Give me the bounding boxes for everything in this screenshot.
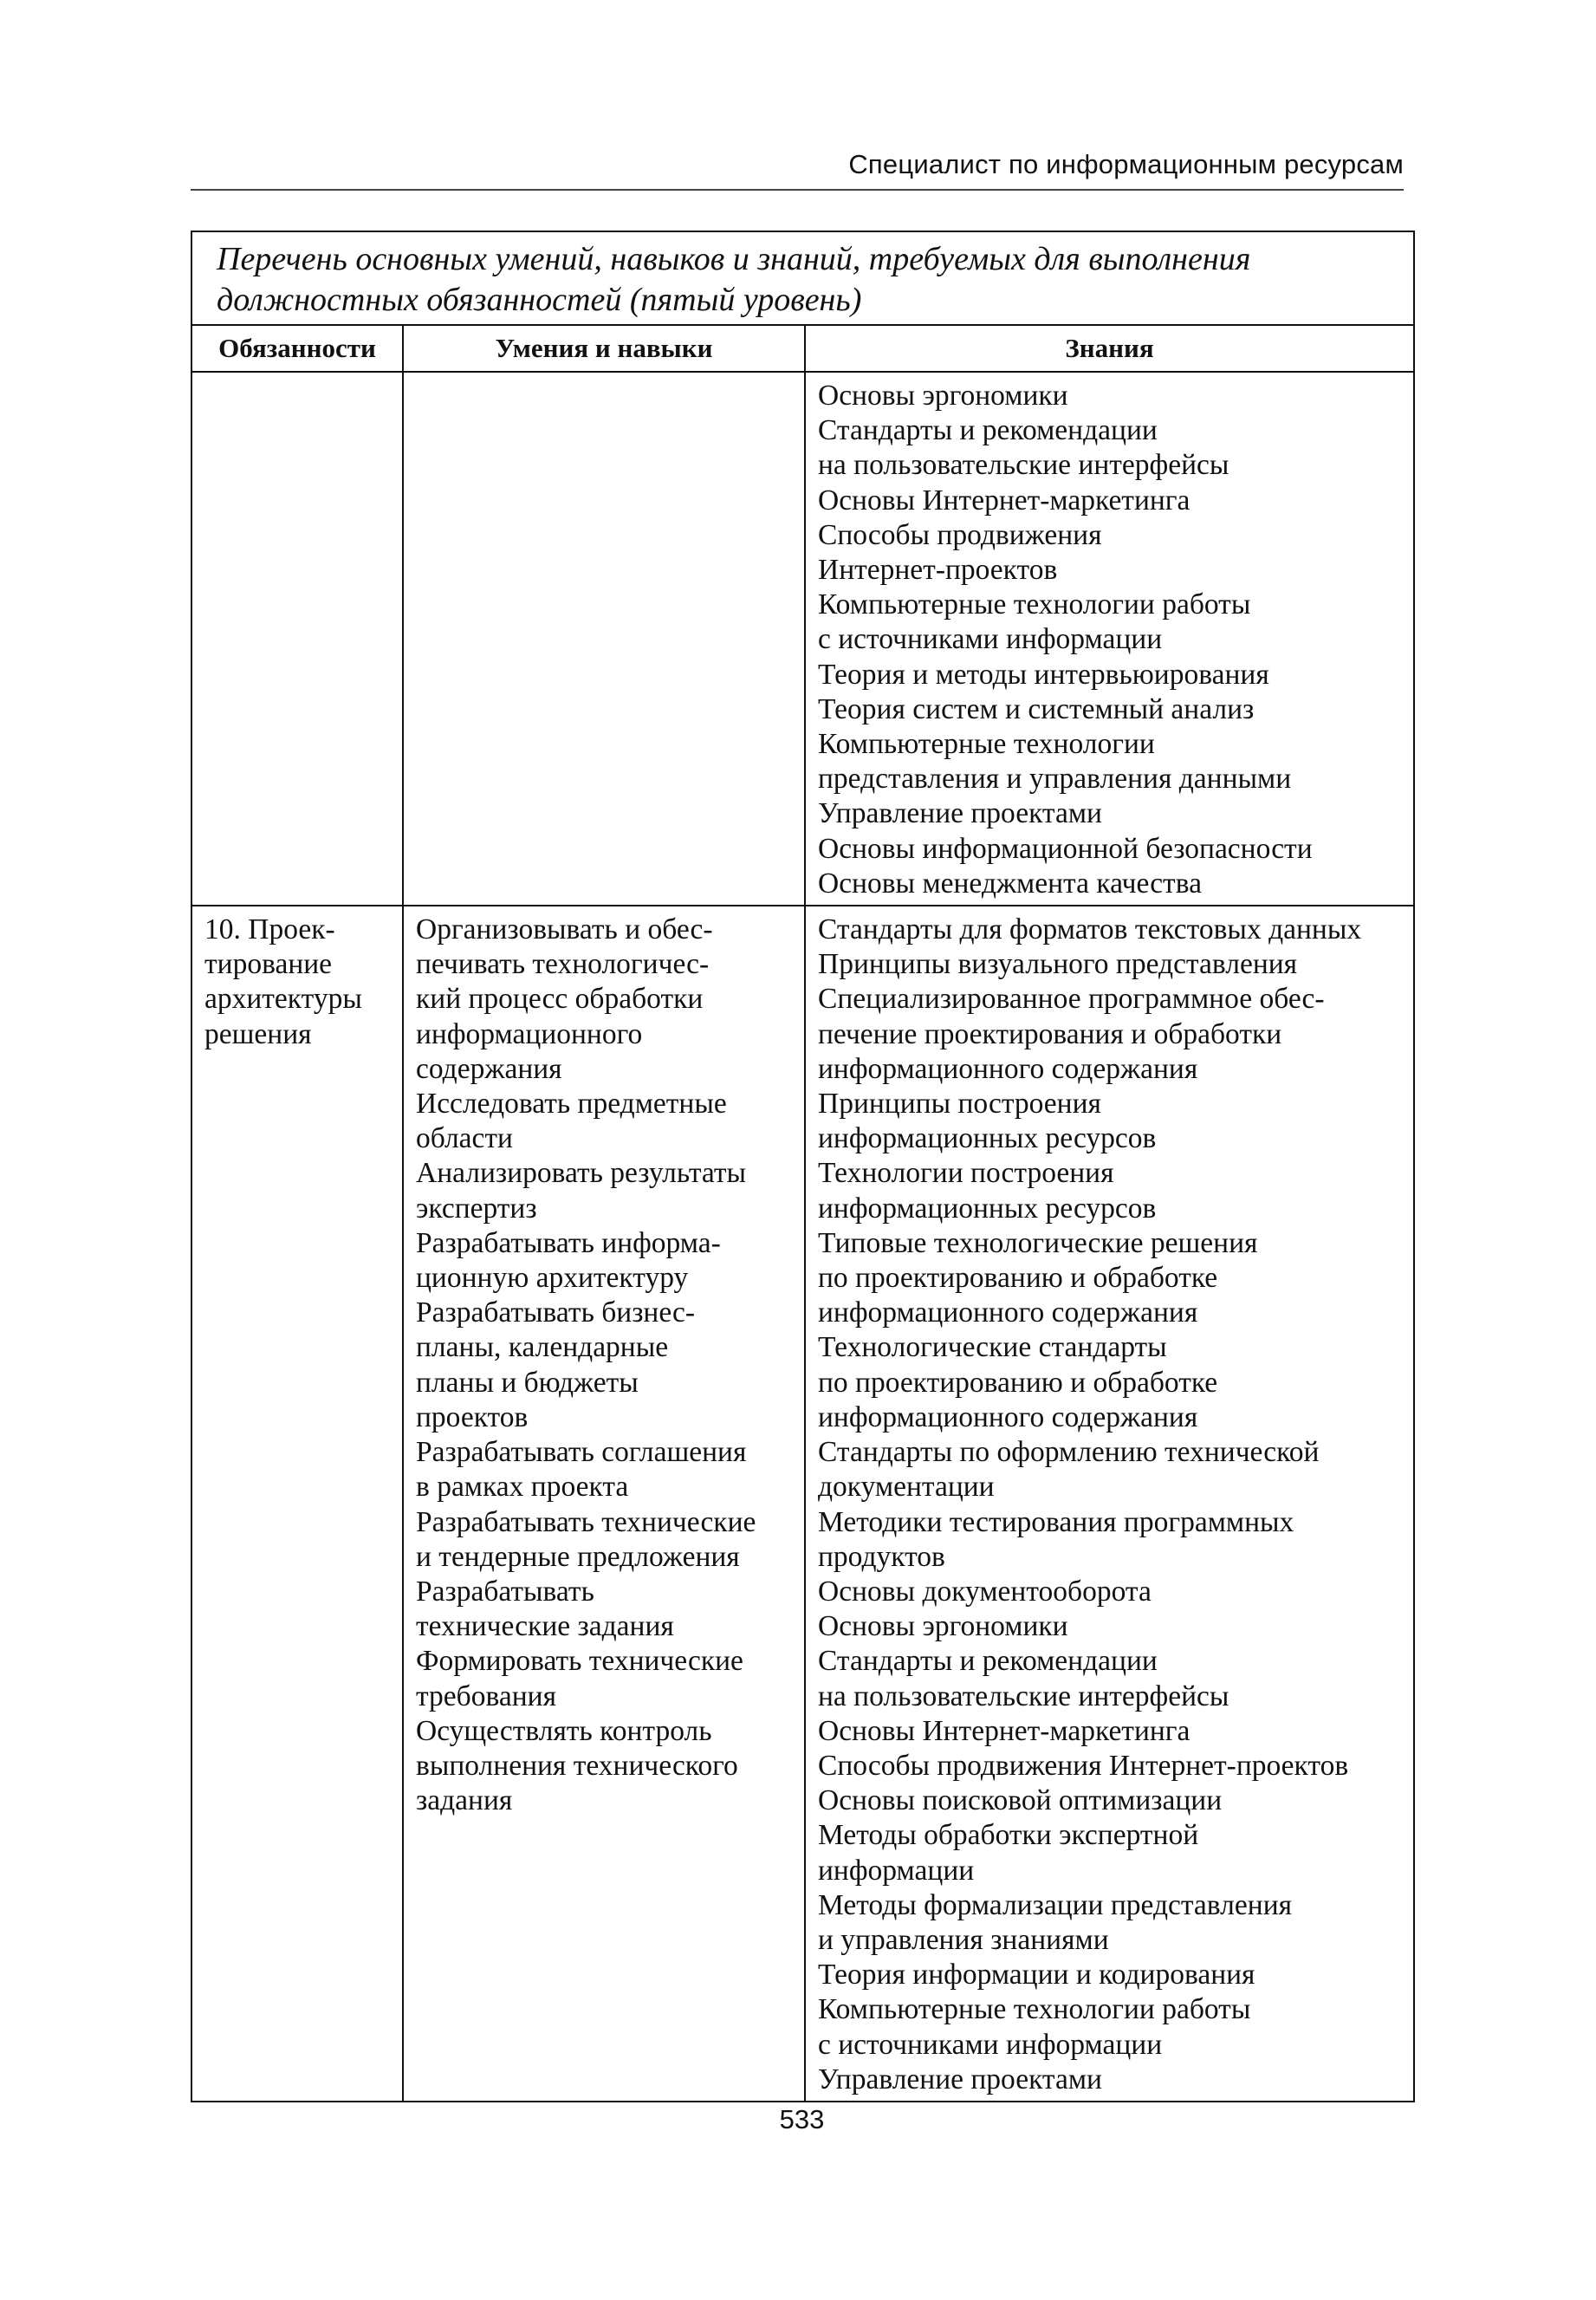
cell-text-line: на пользовательские интерфейсы [818,449,1229,482]
cell-text-line: Разрабатывать информа- [416,1226,721,1259]
cell-text-line: Принципы построения [818,1088,1101,1121]
caption-line: должностных обязанностей (пятый уровень) [217,282,862,318]
cell-text-line: требования [416,1680,556,1712]
cell-text-line: области [416,1122,513,1155]
cell-text-line: Основы Интернет-маркетинга [818,484,1191,517]
duty-cell [191,906,403,2102]
column-header-duties: Обязанности [191,325,403,372]
cell-text-line: Специализированное программное обес- [818,983,1325,1016]
cell-text-line: Компьютерные технологии работы [818,588,1251,621]
cell-text-line: Методики тестирования программных [818,1505,1294,1538]
cell-text-line: в рамках проекта [416,1471,629,1504]
cell-text-line: 10. Проек- [204,913,335,946]
cell-text-line: Основы поисковой оптимизации [818,1784,1223,1817]
cell-text-line: с источниками информации [818,623,1163,656]
cell-text-line: Компьютерные технологии работы [818,1993,1251,2026]
cell-text-line: Типовые технологические решения [818,1226,1258,1259]
table-header-row [191,325,1414,372]
cell-text-line: Теория систем и системный анализ [818,692,1255,725]
cell-text-line: Разрабатывать бизнес- [416,1296,696,1329]
skills-cell [403,906,805,2102]
cell-text-line: представления и управления данными [818,763,1292,796]
cell-text-line: информационного [416,1017,643,1050]
cell-text-line: Принципы визуального представления [818,948,1298,981]
column-header-skills: Умения и навыки [403,325,805,372]
cell-text-line: тирование [204,948,333,981]
cell-text-line: Формировать технические [416,1645,743,1678]
cell-text-line: ционную архитектуру [416,1262,689,1295]
knowledge-cell [805,372,1414,906]
cell-text-line: информационных ресурсов [818,1192,1157,1225]
cell-text-line: Компьютерные технологии [818,728,1155,761]
cell-text-line: Методы формализации представления [818,1888,1293,1921]
cell-text-line: Разрабатывать [416,1575,594,1608]
cell-text-line: Основы эргономики [818,1610,1068,1643]
caption-line: Перечень основных умений, навыков и знаний, требуемых для выполнения [217,241,1251,277]
cell-text-line: информационного содержания [818,1296,1198,1329]
cell-text-line: по проектированию и обработке [818,1262,1218,1295]
page-number: 533 [779,2104,825,2134]
cell-text-line: продуктов [818,1540,945,1573]
cell-text-line: по проектированию и обработке [818,1366,1218,1399]
cell-text-line: кий процесс обработки [416,983,704,1016]
cell-text-line: содержания [416,1052,562,1085]
cell-text-line: информации [818,1854,975,1887]
cell-text-line: Основы информационной безопасности [818,832,1313,865]
cell-text-line: Осуществлять контроль [416,1714,712,1747]
cell-text-line: Способы продвижения [818,518,1102,551]
cell-text-line: планы и бюджеты [416,1366,639,1399]
cell-text-line: информационного содержания [818,1052,1198,1085]
cell-text-line: Стандарты и рекомендации [818,414,1158,447]
cell-text-line: Организовывать и обес- [416,913,713,946]
cell-text-line: Методы обработки экспертной [818,1819,1199,1852]
cell-text-line: печивать технологичес- [416,948,710,981]
knowledge-cell [805,906,1414,2102]
cell-text-line: архитектуры [204,983,362,1016]
cell-text-line: и тендерные предложения [416,1540,740,1573]
cell-text-line: Основы документооборота [818,1575,1152,1608]
cell-text-line: Стандарты для форматов текстовых данных [818,913,1362,946]
cell-text-line: выполнения технического [416,1749,738,1782]
cell-text-line: с источниками информации [818,2028,1163,2061]
table-row [191,372,1414,906]
cell-text-line: Стандарты по оформлению технической [818,1436,1320,1469]
cell-text-line: Основы Интернет-маркетинга [818,1714,1191,1747]
competency-table [191,231,1415,2102]
table-caption-row [191,231,1414,325]
cell-text-line: Способы продвижения Интернет-проектов [818,1749,1349,1782]
cell-text-line: решения [204,1017,312,1050]
cell-text-line: печение проектирования и обработки [818,1017,1282,1050]
cell-text-line: Основы эргономики [818,380,1068,412]
cell-text-line: Управление проектами [818,797,1102,830]
cell-text-line: Теория и методы интервьюирования [818,658,1269,691]
cell-text-line: технические задания [416,1610,674,1643]
cell-text-line: Разрабатывать технические [416,1505,756,1538]
cell-text-line: экспертиз [416,1192,537,1225]
column-header-knowledge: Знания [805,325,1414,372]
cell-text-line: планы, календарные [416,1331,669,1364]
cell-text-line: и управления знаниями [818,1923,1109,1956]
cell-text-line: Основы менеджмента качества [818,867,1202,900]
running-header: Специалист по информационным ресурсам [848,149,1404,179]
skills-cell [403,372,805,906]
cell-text-line: Теория информации и кодирования [818,1959,1255,1991]
table-caption [191,231,1414,325]
cell-text-line: Технологические стандарты [818,1331,1167,1364]
cell-text-line: Управление проектами [818,2063,1102,2095]
header-rule [191,189,1404,191]
cell-text-line: документации [818,1471,995,1504]
table-row [191,906,1414,2102]
cell-text-line: Исследовать предметные [416,1088,727,1121]
cell-text-line: Интернет-проектов [818,554,1058,587]
cell-text-line: проектов [416,1400,529,1433]
duty-cell [191,372,403,906]
cell-text-line: на пользовательские интерфейсы [818,1680,1229,1712]
cell-text-line: Анализировать результаты [416,1157,747,1190]
cell-text-line: информационного содержания [818,1400,1198,1433]
cell-text-line: информационных ресурсов [818,1122,1157,1155]
cell-text-line: Разрабатывать соглашения [416,1436,747,1469]
cell-text-line: Стандарты и рекомендации [818,1645,1158,1678]
cell-text-line: задания [416,1784,513,1817]
cell-text-line: Технологии построения [818,1157,1114,1190]
